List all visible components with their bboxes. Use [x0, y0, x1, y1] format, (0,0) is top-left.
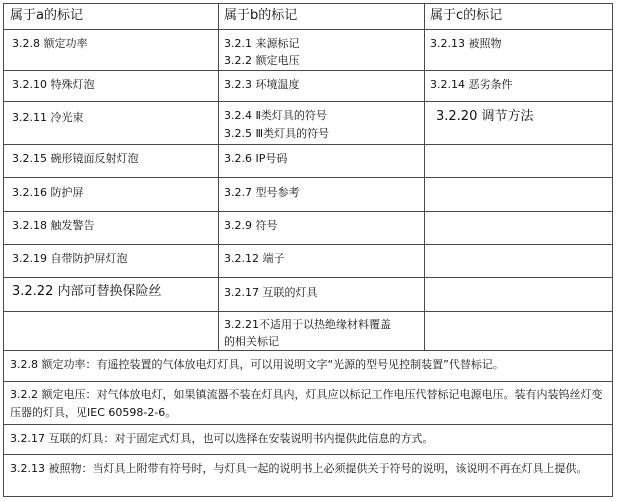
cell-a: 3.2.15 碗形镜面反射灯泡 — [12, 152, 139, 165]
cell-a: 3.2.18 触发警告 — [12, 219, 95, 232]
row-divider — [4, 177, 612, 178]
row-divider — [4, 70, 612, 71]
cell-b: 3.2.21不适用于以热绝缘材料覆盖 — [224, 318, 391, 331]
row-divider — [4, 244, 612, 245]
cell-a: 3.2.8 额定功率 — [12, 37, 88, 50]
note-rated-voltage: 3.2.2 额定电压：对气体放电灯，如果镇流器不装在灯具内，灯具应以标记工作电压代替标记电源电压。装有内装钨丝灯变压器的灯具，见IEC 60598-2-6。 — [10, 388, 603, 419]
cell-b: 3.2.7 型号参考 — [224, 186, 300, 199]
cell-b: 的相关标记 — [224, 335, 279, 348]
marking-table — [3, 3, 613, 497]
row-divider — [4, 29, 612, 30]
row-divider — [4, 454, 612, 455]
note-rated-power: 3.2.8 额定功率：有遥控装置的气体放电灯灯具，可以用说明文字“光源的型号见控制装置”代替标记。 — [10, 358, 504, 371]
cell-b: 3.2.5 Ⅲ类灯具的符号 — [224, 127, 330, 140]
cell-c: 3.2.20 调节方法 — [436, 109, 534, 124]
header-b: 属于b的标记 — [224, 8, 298, 23]
cell-b: 3.2.1 来源标记 — [224, 37, 300, 50]
cell-a: 3.2.19 自带防护屏灯泡 — [12, 252, 128, 265]
row-divider — [4, 311, 612, 312]
cell-b: 3.2.6 IP号码 — [224, 152, 288, 165]
header-c: 属于c的标记 — [430, 8, 503, 23]
cell-a: 3.2.10 特殊灯泡 — [12, 78, 95, 91]
note-illuminated-object: 3.2.13 被照物：当灯具上附带有符号时，与灯具一起的说明书上必须提供关于符号的说明，该说明不再在灯具上提供。 — [10, 462, 588, 475]
row-divider — [4, 277, 612, 278]
row-divider — [4, 211, 612, 212]
row-divider — [4, 381, 612, 382]
cell-b: 3.2.3 环境温度 — [224, 78, 300, 91]
cell-c: 3.2.13 被照物 — [430, 37, 502, 50]
cell-b: 3.2.2 额定电压 — [224, 54, 300, 67]
row-divider — [4, 350, 612, 351]
cell-b: 3.2.9 符号 — [224, 219, 278, 232]
row-divider — [4, 144, 612, 145]
note-interconnected-luminaires: 3.2.17 互联的灯具：对于固定式灯具，也可以选择在安装说明书内提供此信息的方式。 — [10, 432, 434, 445]
cell-c: 3.2.14 恶劣条件 — [430, 78, 513, 91]
header-a: 属于a的标记 — [10, 8, 83, 23]
cell-b: 3.2.12 端子 — [224, 252, 285, 265]
row-divider — [4, 424, 612, 425]
cell-b: 3.2.4 Ⅱ类灯具的符号 — [224, 109, 327, 122]
cell-a: 3.2.16 防护屏 — [12, 186, 84, 199]
cell-a: 3.2.11 冷光束 — [12, 111, 84, 124]
row-divider — [4, 101, 612, 102]
cell-a: 3.2.22 内部可替换保险丝 — [12, 284, 162, 299]
cell-b: 3.2.17 互联的灯具 — [224, 286, 318, 299]
